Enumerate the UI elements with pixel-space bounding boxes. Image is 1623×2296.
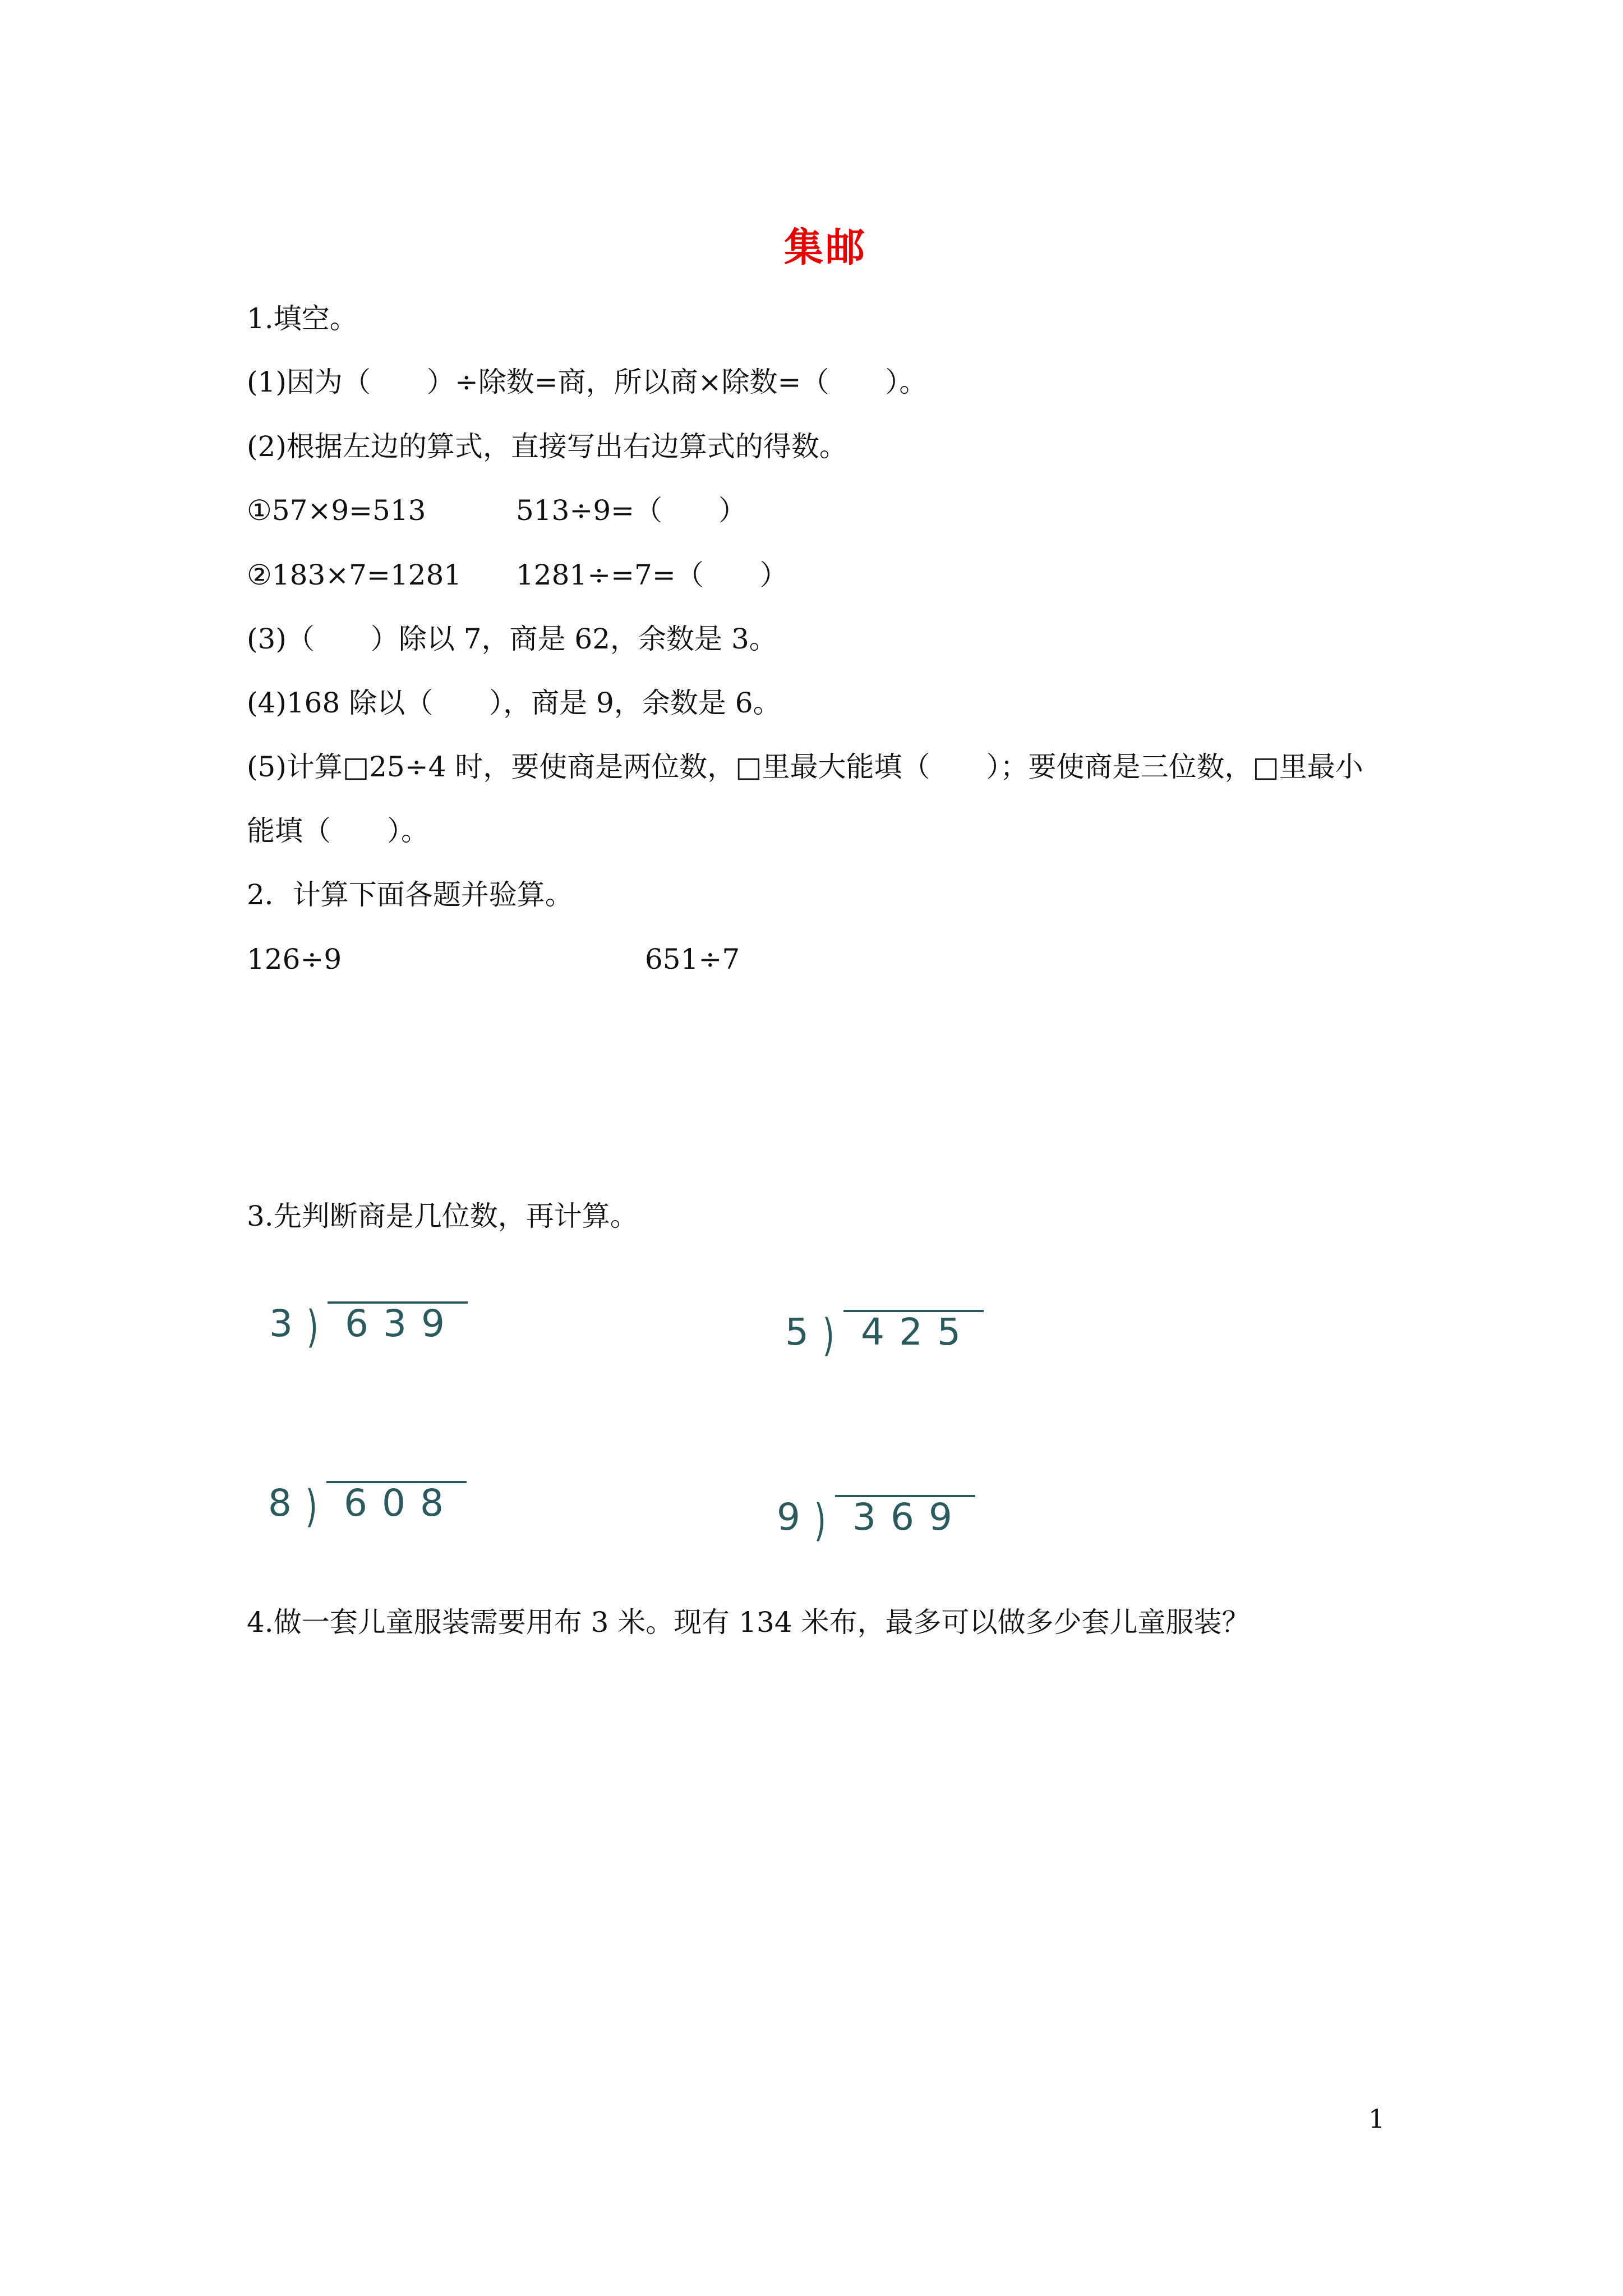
dividend: 639 (345, 1302, 459, 1345)
q1-item1: (1)因为（ ）÷除数=商，所以商×除数=（ ）。 (247, 366, 928, 398)
q2-expr2: 651÷7 (645, 943, 740, 976)
long-division-3 (268, 1481, 470, 1531)
q2-heading: 2．计算下面各题并验算。 (247, 878, 573, 911)
divisor: 9 (777, 1496, 800, 1539)
q1-item2b-left: ②183×7=1281 (247, 559, 462, 591)
q2-expr1: 126÷9 (247, 943, 342, 976)
division-bracket: ) (822, 1310, 834, 1361)
page-number: 1 (1368, 2104, 1385, 2134)
dividend: 425 (861, 1310, 975, 1354)
q4-heading: 4.做一套儿童服装需要用布 3 米。现有 134 米布，最多可以做多少套儿童服装？ (247, 1606, 1250, 1639)
page-title: 集邮 (784, 224, 867, 270)
q1-item2b-right: 1281÷=7=（ ） (516, 559, 788, 591)
q1-item5-line2: 能填（ ）。 (247, 815, 429, 847)
q1-item3: (3)（ ）除以 7，商是 62，余数是 3。 (247, 623, 777, 655)
divisor: 3 (269, 1302, 293, 1345)
long-division-4 (777, 1495, 979, 1545)
q3-heading: 3.先判断商是几位数，再计算。 (247, 1200, 638, 1232)
q1-item5-line1: (5)计算□25÷4 时，要使商是两位数，□里最大能填（ ）；要使商是三位数，□里最小 (247, 751, 1363, 783)
long-division-1 (269, 1301, 471, 1352)
dividend: 608 (344, 1481, 458, 1525)
dividend: 369 (852, 1496, 967, 1539)
divisor: 5 (785, 1310, 809, 1354)
division-bracket: ) (306, 1302, 319, 1352)
q1-item2: (2)根据左边的算式，直接写出右边算式的得数。 (247, 430, 847, 463)
q1-item2a-left: ①57×9=513 (247, 494, 426, 527)
q1-item4: (4)168 除以（ ），商是 9，余数是 6。 (247, 687, 781, 719)
long-division-2 (785, 1310, 987, 1360)
division-bracket: ) (305, 1481, 317, 1532)
q1-item2a-right: 513÷9=（ ） (516, 494, 747, 527)
divisor: 8 (268, 1481, 292, 1525)
q1-heading: 1.填空。 (247, 302, 358, 335)
division-bracket: ) (814, 1496, 826, 1546)
